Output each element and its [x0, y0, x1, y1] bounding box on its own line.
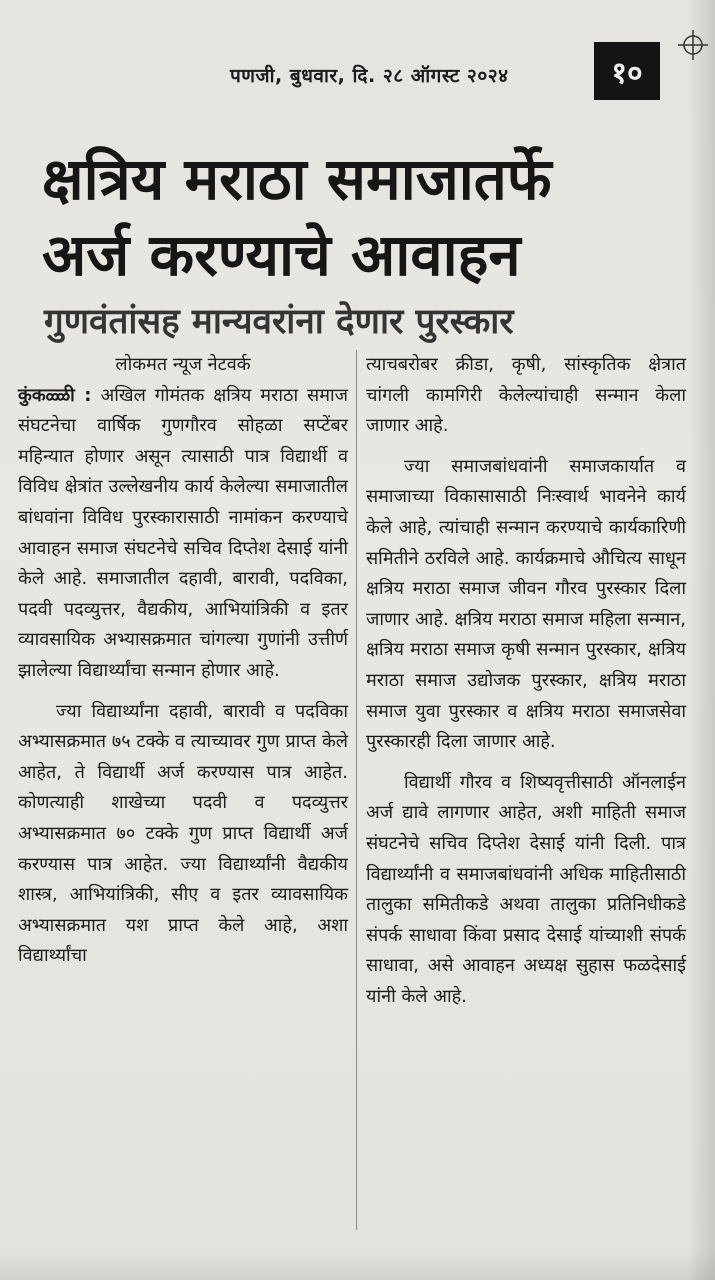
dateline: पणजी, बुधवार, दि. २८ ऑगस्ट २०२४: [230, 65, 509, 87]
page-edge-shadow: [687, 0, 715, 1280]
page-number: १०: [611, 55, 643, 91]
headline-line-1: क्षत्रिय मराठा समाजातर्फे: [42, 145, 552, 213]
article-column-left: [18, 350, 348, 982]
article-paragraph: [18, 350, 348, 687]
dateline-place: कुंकळ्ळी :: [18, 384, 92, 406]
article-paragraph: विद्यार्थी गौरव व शिष्यवृत्तीसाठी ऑनलाईन अर्ज द्यावे लागणार आहेत, अशी माहिती समाज संघटनेचे सचिव दिप्तेश देसाई यांनी दिली. पात्र विद्यार्थ्यांनी व समाजबांधवांनी अधिक माहितीसाठी तालुका समितीकडे अथवा तालुका प्रतिनिधीकडे संपर्क साधावा किंवा प्रसाद देसाई यांच्याशी संपर्क साधावा, असे आवाहन अध्यक्ष सुहास फळदेसाई यांनी केले आहे.: [366, 771, 686, 1007]
byline: लोकमत न्यूज नेटवर्क: [115, 354, 251, 375]
page-number-box: [594, 42, 660, 100]
article-paragraph: ज्या समाजबांधवांनी समाजकार्यात व समाजाच्या विकासासाठी निःस्वार्थ भावनेने कार्य केले आहे, त्यांचाही सन्मान करण्याचे कार्यकारिणी समितीने ठरविले आहे. कार्यक्रमाचे औचित्य साधून क्षत्रिय मराठा समाज जीवन गौरव पुरस्कार दिला जाणार आहे. क्षत्रिय मराठा समाज महिला सन्मान, क्षत्रिय मराठा समाज कृषी सन्मान पुरस्कार, क्षत्रिय मराठा समाज उद्योजक पुरस्कार, क्षत्रिय मराठा समाज युवा पुरस्कार व क्षत्रिय मराठा समाजसेवा पुरस्कारही दिला जाणार आहे.: [366, 455, 686, 753]
article-column-right: [366, 350, 686, 1022]
subheadline: गुणवंतांसह मान्यवरांना देणार पुरस्कार: [44, 302, 514, 342]
registration-mark-icon: [676, 28, 710, 62]
column-divider: [356, 350, 357, 1230]
paragraph-text: अखिल गोमंतक क्षत्रिय मराठा समाज संघटनेचा वार्षिक गुणगौरव सोहळा सप्टेंबर महिन्यात होणार असून त्यासाठी पात्र विद्यार्थी व विविध क्षेत्रांत उल्लेखनीय कार्य केलेल्या समाजातील बांधवांना विविध पुरस्कारासाठी नामांकन करण्याचे आवाहन समाज संघटनेचे सचिव दिप्तेश देसाई यांनी केले आहे. समाजातील दहावी, बारावी, पदविका, पदवी पदव्युत्तर, वैद्यकीय, आभियांत्रिकी व इतर व्यावसायिक अभ्यासक्रमात चांगल्या गुणांनी उत्तीर्ण झालेल्या विद्यार्थ्यांचा सन्मान होणार आहे.: [18, 384, 348, 681]
page-bottom-shadow: [0, 1250, 715, 1280]
article-paragraph: ज्या विद्यार्थ्यांना दहावी, बारावी व पदविका अभ्यासक्रमात ७५ टक्के व त्याच्यावर गुण प्राप्त केले आहेत, ते विद्यार्थी अर्ज करण्यास पात्र आहेत. कोणत्याही शाखेच्या पदवी व पदव्युत्तर अभ्यासक्रमात ७० टक्के गुण प्राप्त विद्यार्थी अर्ज करण्यास पात्र आहेत. ज्या विद्यार्थ्यांनी वैद्यकीय शास्त्र, आभियांत्रिकी, सीए व इतर व्यावसायिक अभ्यासक्रमात यश प्राप्त केले आहे, अशा विद्यार्थ्यांचा: [18, 700, 348, 967]
headline-line-2: अर्ज करण्याचे आवाहन: [42, 221, 521, 289]
article-paragraph: त्याचबरोबर क्रीडा, कृषी, सांस्कृतिक क्षेत्रात चांगली कामगिरी केलेल्यांचाही सन्मान केला जाणार आहे.: [366, 354, 686, 437]
